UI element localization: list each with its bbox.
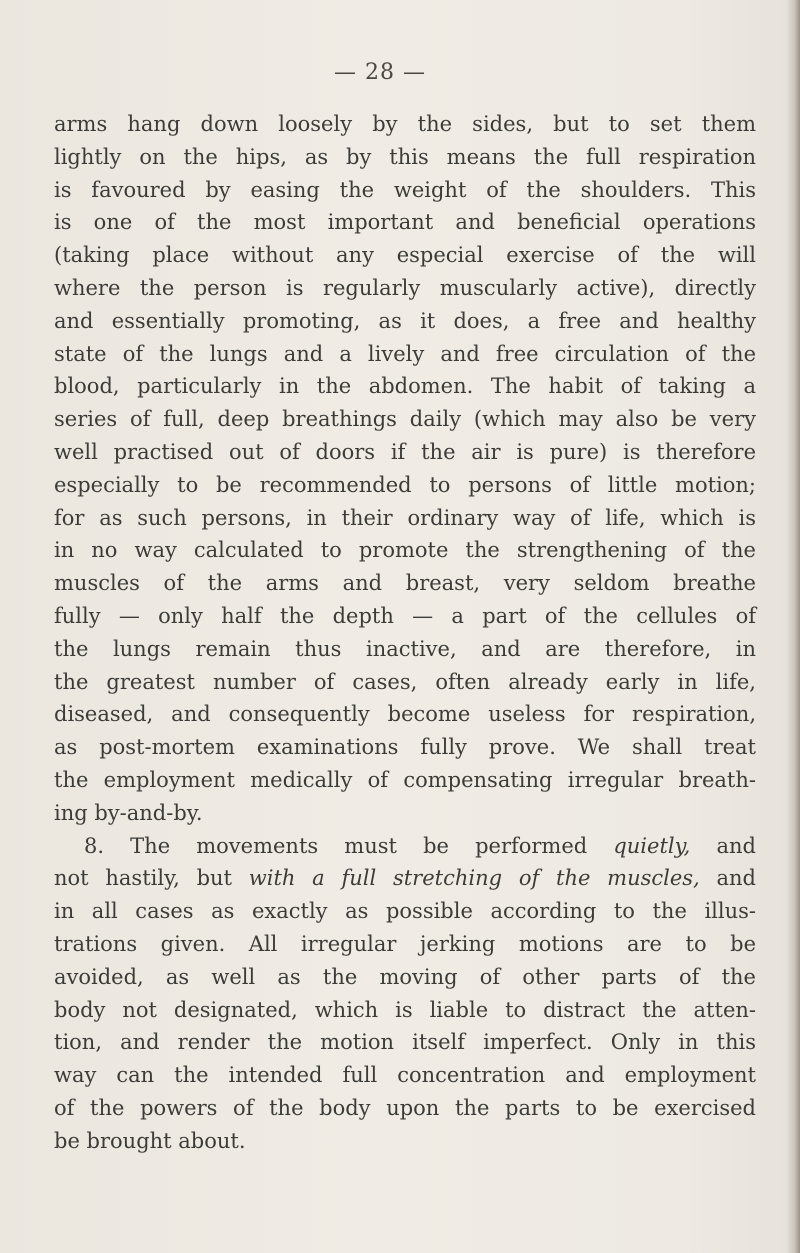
text-line: is favoured by easing the weight of the shoulders. This [54, 177, 756, 202]
text-line: blood, particularly in the abdomen. The habit of taking a [54, 374, 756, 399]
page-number-header: — 28 — [334, 60, 426, 85]
text-line: especially to be recommended to persons of little motion; [54, 472, 756, 497]
text-line: the greatest number of cases, often already early in life, [54, 669, 756, 694]
text-run: and [699, 866, 757, 891]
text-line: diseased, and consequently become useless for respiration, [54, 702, 756, 727]
text-line: avoided, as well as the moving of other parts of the [54, 964, 756, 989]
text-run: and [690, 833, 756, 858]
text-line: way can the intended full concentration and employment [54, 1063, 756, 1088]
body-text [54, 108, 756, 1158]
text-line: as post-mortem examinations fully prove. We shall treat [54, 735, 756, 760]
text-line: trations given. All irregular jerking motions are to be [54, 931, 756, 956]
text-run: 8. The movements must be performed [84, 833, 614, 858]
text-line: tion, and render the motion itself imperfect. Only in this [54, 1030, 756, 1055]
text-line: fully — only half the depth — a part of the cellules of [54, 603, 756, 628]
emphasis-text: quietly, [613, 833, 691, 858]
text-line: and essentially promoting, as it does, a free and healthy [54, 308, 756, 333]
text-line: for as such persons, in their ordinary way of life, which is [54, 505, 756, 530]
text-line: body not designated, which is liable to distract the atten- [54, 997, 756, 1022]
text-line: is one of the most important and beneficial operations [54, 210, 756, 235]
paragraph-8-first-line [54, 830, 756, 863]
text-line: series of full, deep breathings daily (which may also be very [54, 407, 756, 432]
page-edge-shadow [786, 0, 800, 1253]
text-line: the employment medically of compensating irregular breath- [54, 767, 756, 792]
text-line: the lungs remain thus inactive, and are therefore, in [54, 636, 756, 661]
text-run: not hastily, but [54, 866, 249, 891]
text-line: well practised out of doors if the air is pure) is therefore [54, 439, 756, 464]
text-line: where the person is regularly muscularly active), directly [54, 275, 756, 300]
text-line [54, 862, 756, 895]
text-line: be brought about. [54, 1128, 246, 1153]
text-line: of the powers of the body upon the parts to be exercised [54, 1095, 756, 1120]
text-line: muscles of the arms and breast, very seldom breathe [54, 571, 756, 596]
text-line: (taking place without any especial exercise of the will [54, 243, 756, 268]
text-line: in all cases as exactly as possible according to the illus- [54, 899, 756, 924]
text-line: arms hang down loosely by the sides, but to set them [54, 112, 756, 136]
text-line: in no way calculated to promote the strengthening of the [54, 538, 756, 563]
text-line: ing by-and-by. [54, 800, 203, 825]
emphasis-text: with a full stretching of the muscles, [248, 866, 700, 891]
text-line: state of the lungs and a lively and free circulation of the [54, 341, 756, 366]
text-line: lightly on the hips, as by this means the full respiration [54, 144, 756, 169]
